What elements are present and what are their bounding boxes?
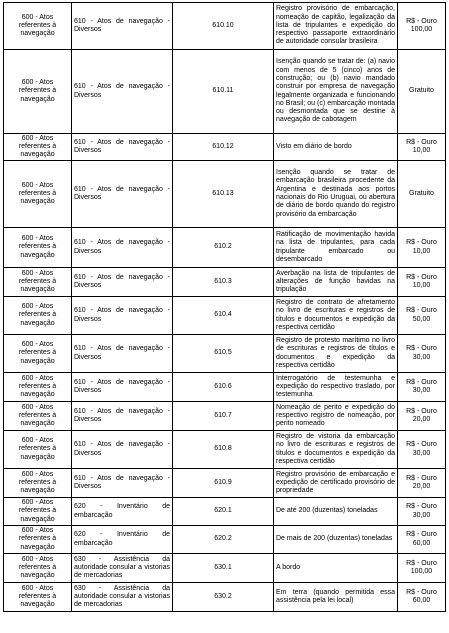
fee-cell: R$ - Ouro 60,00 [398,526,446,554]
description-cell: Ratificação de movimentação havida na lista de tripulantes, para cada tripulante embarcado ou desembarcado [274,228,398,268]
subgroup-cell: 630 - Assistência da autoridade consular a vistorias de mercadorias [72,583,173,612]
code-cell: 610.5 [173,335,274,373]
code-cell: 610.12 [173,134,274,161]
description-cell: Visto em diário de bordo [274,134,398,161]
code-cell: 610.8 [173,431,274,469]
code-cell: 620.1 [173,498,274,526]
fee-cell: R$ - Ouro 30,00 [398,431,446,469]
group-cell: 600 - Atos referentes à navegação [4,228,72,268]
description-cell: Em terra (quando permitida essa assistência pela lei local) [274,583,398,612]
subgroup-cell: 620 - Inventário de embarcação [72,526,173,554]
table-row [4,268,446,297]
group-cell: 600 - Atos referentes à navegação [4,161,72,228]
group-cell: 600 - Atos referentes à navegação [4,554,72,583]
description-cell: Registro de protesto marítimo no livro de escrituras e registros de títulos e documentos e expedição da respectiva certidão [274,335,398,373]
code-cell: 610.9 [173,469,274,498]
code-cell: 610.3 [173,268,274,297]
fee-cell: R$ - Ouro 30,00 [398,373,446,402]
description-cell: A bordo [274,554,398,583]
code-cell: 610.10 [173,3,274,50]
code-cell: 620.2 [173,526,274,554]
fee-cell: Gratuito [398,50,446,134]
subgroup-cell: 610 - Atos de navegação - Diversos [72,373,173,402]
table-row [4,373,446,402]
subgroup-cell: 610 - Atos de navegação - Diversos [72,402,173,431]
group-cell: 600 - Atos referentes à navegação [4,526,72,554]
fee-cell: R$ - Ouro 10,00 [398,134,446,161]
fee-cell: Gratuito [398,161,446,228]
fee-cell: R$ - Ouro 50,00 [398,297,446,335]
table-row [4,228,446,268]
description-cell: Averbação na lista de tripulantes de alterações de função havidas na tripulação [274,268,398,297]
group-cell: 600 - Atos referentes à navegação [4,268,72,297]
description-cell: De mais de 200 (duzentas) toneladas [274,526,398,554]
description-cell: De até 200 (duzentas) toneladas [274,498,398,526]
subgroup-cell: 610 - Atos de navegação - Diversos [72,431,173,469]
subgroup-cell: 620 - Inventário de embarcação [72,498,173,526]
subgroup-cell: 610 - Atos de navegação - Diversos [72,469,173,498]
description-cell: Registro de contrato de afretamento no livro de escrituras e registros de títulos e documentos e expedição da respectiva certidão [274,297,398,335]
fee-cell: R$ - Ouro 30,00 [398,498,446,526]
consular-fee-table [3,2,446,612]
fee-cell: R$ - Ouro 100,00 [398,3,446,50]
group-cell: 600 - Atos referentes à navegação [4,134,72,161]
code-cell: 610.11 [173,50,274,134]
group-cell: 600 - Atos referentes à navegação [4,402,72,431]
table-row [4,297,446,335]
subgroup-cell: 630 - Assistência da autoridade consular a vistorias de mercadorias [72,554,173,583]
table-row [4,161,446,228]
description-cell: Registro provisório de embarcação e expedição de certificado provisório de propriedade [274,469,398,498]
group-cell: 600 - Atos referentes à navegação [4,335,72,373]
table-row [4,498,446,526]
table-row [4,431,446,469]
description-cell: Isenção quando se tratar de: (a) navio com menos de 5 (cinco) anos de construção; ou (b) navio mandado construir por empresa de navegação legalmente organizada e funcionando no Brasil; ou (c) embarcação montada ou desmontada que se destine à navegação de cabotagem [274,50,398,134]
fee-cell: R$ - Ouro 10,00 [398,268,446,297]
code-cell: 630.2 [173,583,274,612]
subgroup-cell: 610 - Atos de navegação - Diversos [72,297,173,335]
code-cell: 610.13 [173,161,274,228]
group-cell: 600 - Atos referentes à navegação [4,3,72,50]
table-row [4,402,446,431]
fee-cell: R$ - Ouro 100,00 [398,554,446,583]
table-row [4,583,446,612]
subgroup-cell: 610 - Atos de navegação - Diversos [72,50,173,134]
group-cell: 600 - Atos referentes à navegação [4,469,72,498]
group-cell: 600 - Atos referentes à navegação [4,297,72,335]
description-cell: Registro de vistoria da embarcação no livro de escrituras e registros de títulos e documentos e expedição da respectiva certidão [274,431,398,469]
description-cell: Interrogatório de testemunha e expedição do respectivo traslado, por testemunha [274,373,398,402]
table-row [4,134,446,161]
code-cell: 630.1 [173,554,274,583]
table-row [4,50,446,134]
code-cell: 610.4 [173,297,274,335]
fee-cell: R$ - Ouro 60,00 [398,583,446,612]
code-cell: 610.6 [173,373,274,402]
description-cell: Isenção quando se tratar de embarcação brasileira procedente da Argentina e destinada aos portos nacionais do Rio Uruguai, ou abertura de diário de bordo quando do registro provisório da embarcação [274,161,398,228]
fee-cell: R$ - Ouro 30,00 [398,335,446,373]
subgroup-cell: 610 - Atos de navegação - Diversos [72,335,173,373]
group-cell: 600 - Atos referentes à navegação [4,50,72,134]
table-row [4,3,446,50]
code-cell: 610.7 [173,402,274,431]
subgroup-cell: 610 - Atos de navegação - Diversos [72,3,173,50]
table-row [4,335,446,373]
group-cell: 600 - Atos referentes à navegação [4,373,72,402]
code-cell: 610.2 [173,228,274,268]
table-row [4,554,446,583]
fee-cell: R$ - Ouro 20,00 [398,469,446,498]
group-cell: 600 - Atos referentes à navegação [4,498,72,526]
table-row [4,526,446,554]
description-cell: Registro provisório de embarcação, nomeação de capitão, legalização da lista de tripulantes e expedição do respectivo passaporte extraordinário de autoridade consular brasileira [274,3,398,50]
fee-cell: R$ - Ouro 20,00 [398,402,446,431]
group-cell: 600 - Atos referentes à navegação [4,583,72,612]
subgroup-cell: 610 - Atos de navegação - Diversos [72,134,173,161]
group-cell: 600 - Atos referentes à navegação [4,431,72,469]
table-row [4,469,446,498]
subgroup-cell: 610 - Atos de navegação - Diversos [72,161,173,228]
subgroup-cell: 610 - Atos de navegação - Diversos [72,228,173,268]
description-cell: Nomeação de perito e expedição do respectivo registro de nomeação, por perito nomeado [274,402,398,431]
subgroup-cell: 610 - Atos de navegação - Diversos [72,268,173,297]
fee-cell: R$ - Ouro 10,00 [398,228,446,268]
